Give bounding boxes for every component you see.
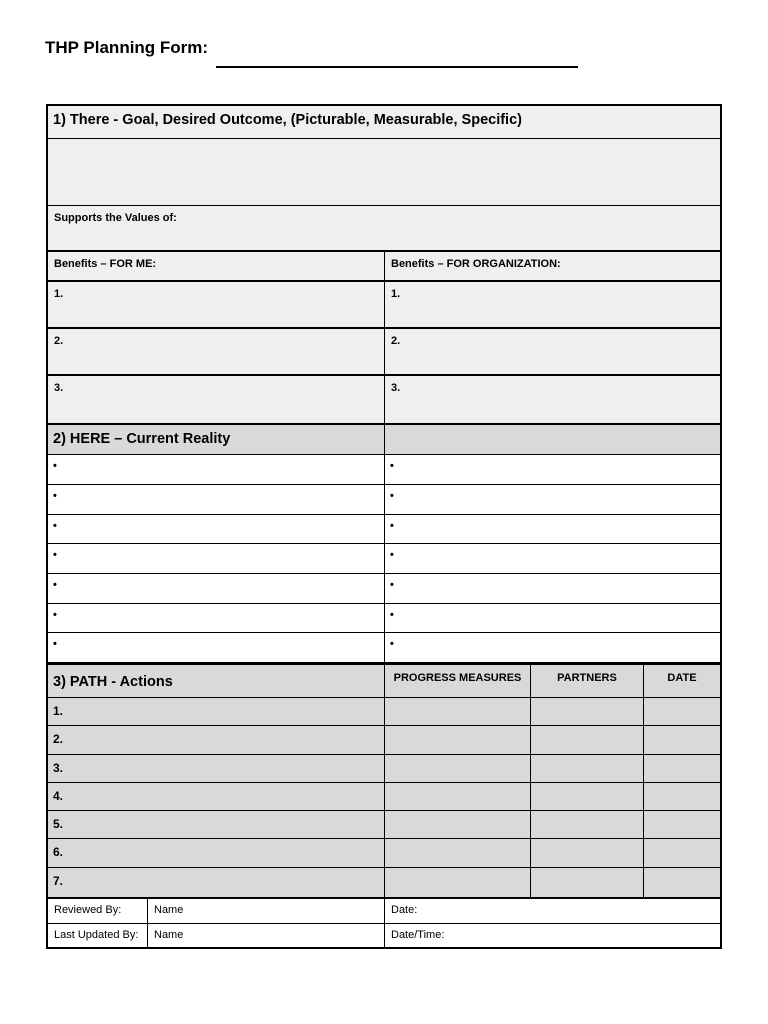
section3-header [46, 662, 385, 698]
reality-right-3[interactable] [384, 514, 722, 544]
action-number: 1. [53, 704, 64, 718]
benefit-number: 2. [54, 335, 64, 347]
title-underline-field[interactable] [216, 66, 578, 68]
action-row-6[interactable] [46, 838, 385, 868]
action-date-7[interactable] [643, 867, 722, 898]
reality-left-6[interactable] [46, 603, 385, 633]
reviewed-date-label: Date: [391, 904, 418, 916]
supports-values-label: Supports the Values of: [54, 212, 177, 224]
updated-date-label: Date/Time: [391, 929, 445, 941]
bullet: • [53, 460, 57, 472]
section2-header-right [384, 423, 722, 455]
action-progress-2[interactable] [384, 725, 531, 755]
bullet: • [390, 579, 394, 591]
action-date-3[interactable] [643, 754, 722, 783]
bullet: • [390, 460, 394, 472]
updated-by-label-cell [46, 923, 148, 949]
bullet: • [53, 549, 57, 561]
action-row-1[interactable] [46, 697, 385, 726]
action-partners-7[interactable] [530, 867, 644, 898]
updated-name: Name [154, 929, 184, 941]
progress-measures-header [384, 662, 531, 698]
reality-left-5[interactable] [46, 573, 385, 604]
partners-label: PARTNERS [557, 672, 617, 684]
reviewed-name-field[interactable] [147, 897, 385, 924]
bullet: • [53, 609, 57, 621]
action-progress-4[interactable] [384, 782, 531, 811]
action-progress-1[interactable] [384, 697, 531, 726]
benefit-number: 2. [391, 335, 401, 347]
reality-right-1[interactable] [384, 454, 722, 485]
reviewed-by-label: Reviewed By: [54, 904, 122, 916]
benefit-number: 1. [54, 288, 64, 300]
action-number: 6. [53, 845, 64, 859]
reality-left-4[interactable] [46, 543, 385, 574]
reality-right-6[interactable] [384, 603, 722, 633]
reality-left-1[interactable] [46, 454, 385, 485]
section1-header [46, 104, 722, 139]
benefits-org-header [384, 250, 722, 281]
benefit-me-2[interactable] [46, 327, 385, 375]
reality-left-7[interactable] [46, 632, 385, 663]
reviewed-date-field[interactable] [384, 897, 722, 924]
updated-by-label: Last Updated By: [54, 929, 139, 941]
reality-right-4[interactable] [384, 543, 722, 574]
bullet: • [53, 520, 57, 532]
page-title: THP Planning Form: [45, 38, 209, 57]
reviewed-name: Name [154, 904, 184, 916]
bullet: • [390, 490, 394, 502]
benefits-me-label: Benefits – FOR ME: [54, 258, 157, 270]
action-date-6[interactable] [643, 838, 722, 868]
updated-name-field[interactable] [147, 923, 385, 949]
action-number: 7. [53, 874, 64, 888]
action-row-7[interactable] [46, 867, 385, 898]
supports-values-field[interactable] [46, 205, 722, 251]
benefit-me-3[interactable] [46, 374, 385, 424]
bullet: • [53, 490, 57, 502]
bullet: • [390, 609, 394, 621]
action-partners-3[interactable] [530, 754, 644, 783]
action-date-4[interactable] [643, 782, 722, 811]
section2-title: 2) HERE – Current Reality [53, 431, 231, 447]
date-label: DATE [667, 672, 697, 684]
partners-header [530, 662, 644, 698]
benefits-org-label: Benefits – FOR ORGANIZATION: [391, 258, 561, 270]
action-progress-3[interactable] [384, 754, 531, 783]
action-number: 2. [53, 732, 64, 746]
action-progress-6[interactable] [384, 838, 531, 868]
reality-left-2[interactable] [46, 484, 385, 515]
section2-header [46, 423, 385, 455]
progress-measures-label: PROGRESS MEASURES [393, 672, 522, 684]
action-number: 4. [53, 789, 64, 803]
action-partners-1[interactable] [530, 697, 644, 726]
action-number: 3. [53, 761, 64, 775]
bullet: • [390, 549, 394, 561]
benefit-org-3[interactable] [384, 374, 722, 424]
reviewed-by-label-cell [46, 897, 148, 924]
reality-right-5[interactable] [384, 573, 722, 604]
action-date-1[interactable] [643, 697, 722, 726]
bullet: • [390, 520, 394, 532]
benefit-org-2[interactable] [384, 327, 722, 375]
benefit-number: 3. [54, 382, 64, 394]
action-partners-4[interactable] [530, 782, 644, 811]
reality-left-3[interactable] [46, 514, 385, 544]
action-progress-5[interactable] [384, 810, 531, 839]
benefits-me-header [46, 250, 385, 281]
date-header [643, 662, 722, 698]
benefit-org-1[interactable] [384, 280, 722, 328]
section3-title: 3) PATH - Actions [53, 674, 173, 690]
action-row-4[interactable] [46, 782, 385, 811]
bullet: • [53, 579, 57, 591]
action-row-5[interactable] [46, 810, 385, 839]
action-date-2[interactable] [643, 725, 722, 755]
action-row-2[interactable] [46, 725, 385, 755]
goal-input-area[interactable] [46, 138, 722, 206]
action-partners-5[interactable] [530, 810, 644, 839]
reality-right-2[interactable] [384, 484, 722, 515]
bullet: • [390, 638, 394, 650]
action-partners-2[interactable] [530, 725, 644, 755]
bullet: • [53, 638, 57, 650]
action-partners-6[interactable] [530, 838, 644, 868]
updated-date-field[interactable] [384, 923, 722, 949]
action-progress-7[interactable] [384, 867, 531, 898]
reality-right-7[interactable] [384, 632, 722, 663]
benefit-me-1[interactable] [46, 280, 385, 328]
benefit-number: 3. [391, 382, 401, 394]
action-number: 5. [53, 817, 64, 831]
action-row-3[interactable] [46, 754, 385, 783]
benefit-number: 1. [391, 288, 401, 300]
section1-title: 1) There - Goal, Desired Outcome, (Picturable, Measurable, Specific) [53, 112, 522, 128]
action-date-5[interactable] [643, 810, 722, 839]
planning-form [46, 104, 722, 949]
